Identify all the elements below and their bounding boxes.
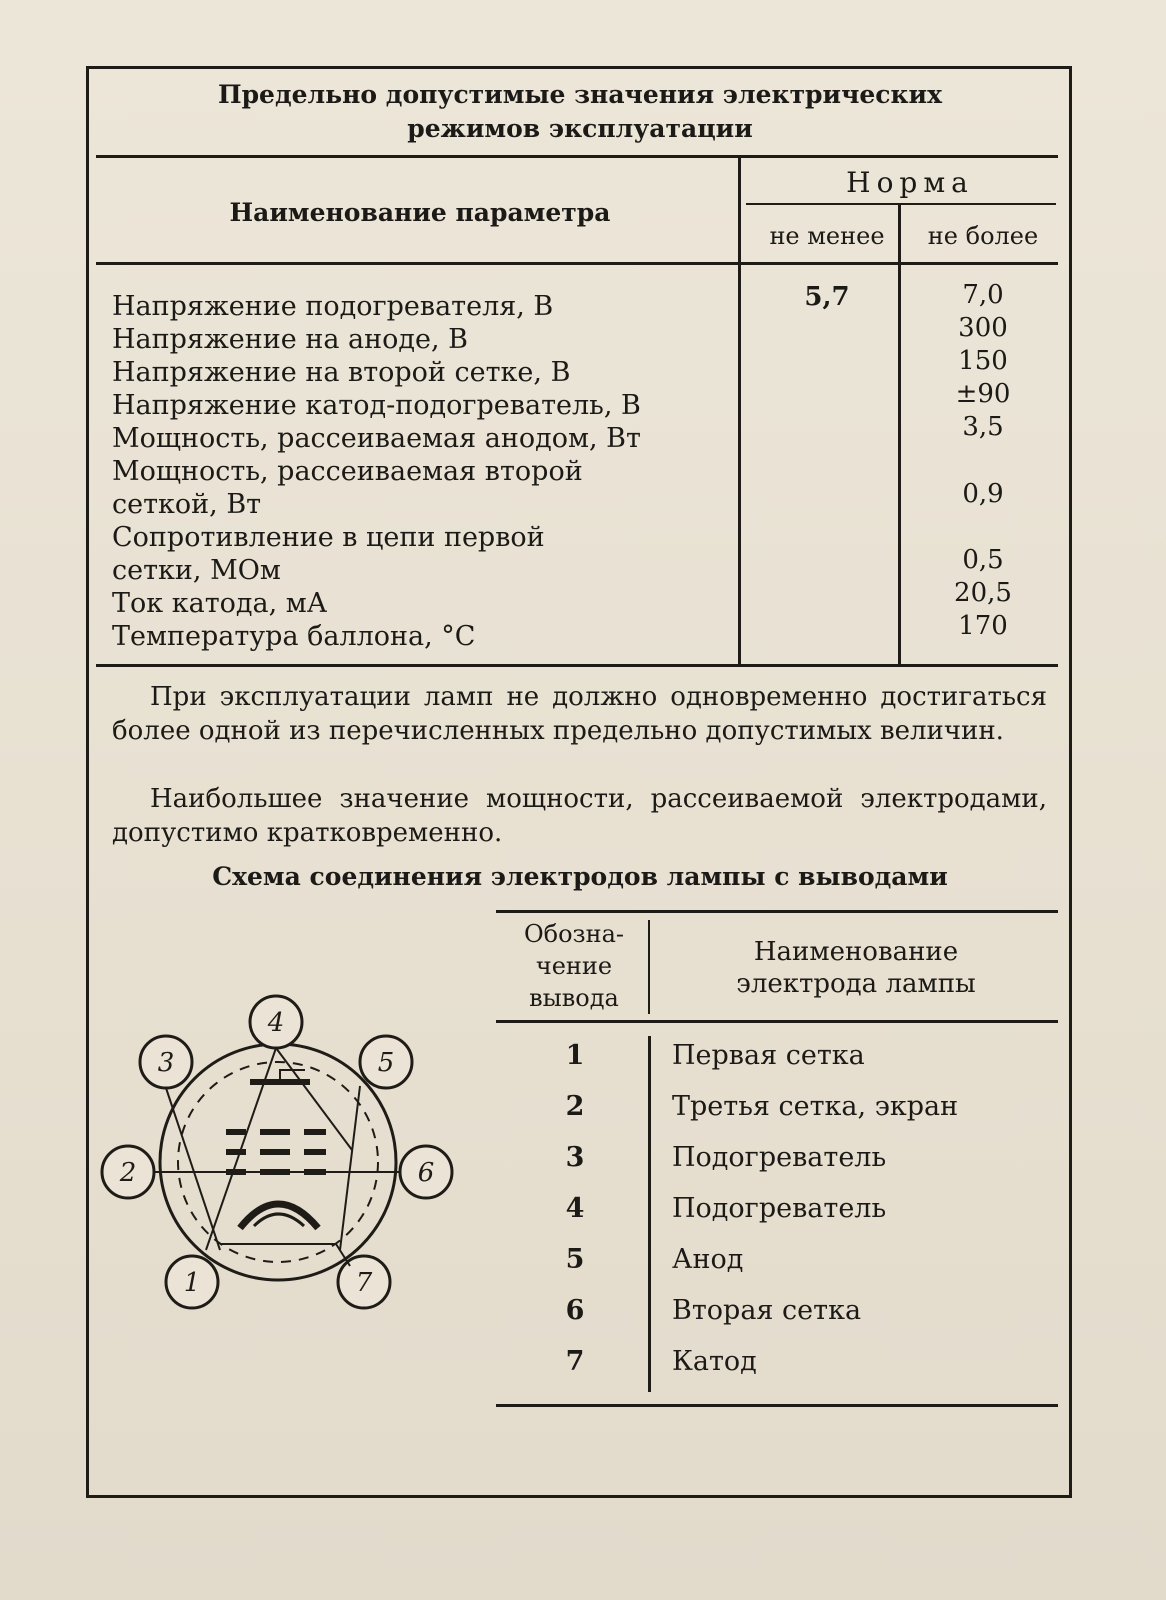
heater-arc bbox=[254, 1214, 304, 1226]
diagram-pin-label-5: 5 bbox=[377, 1048, 395, 1078]
pin-table-top bbox=[496, 910, 1058, 913]
scheme-title: Схема соединения электродов лампы с выводами bbox=[212, 862, 948, 891]
pin-number: 7 bbox=[565, 1346, 585, 1377]
pin-number: 2 bbox=[565, 1091, 585, 1122]
pin-table-header-electrode: Наименование электрода лампы bbox=[736, 937, 976, 999]
note-paragraph-1: При эксплуатации ламп не должно одновременно достигаться более одной из перечисленных предельно допустимых величин. bbox=[112, 682, 1047, 746]
page-title bbox=[100, 78, 1060, 146]
param-name: Сопротивление в цепи первой сетки, МОм bbox=[112, 522, 545, 586]
param-list bbox=[112, 290, 742, 653]
param-name: Мощность, рассеиваемая анодом, Вт bbox=[112, 423, 641, 454]
norma-divider bbox=[746, 203, 1056, 205]
pin-number: 5 bbox=[565, 1244, 585, 1275]
param-name: Температура баллона, °C bbox=[112, 621, 476, 652]
pin-table-header-designation: Обозна- чение вывода bbox=[523, 920, 625, 1012]
cathode-arc bbox=[240, 1204, 318, 1228]
param-max-value: 20,5 bbox=[954, 578, 1012, 608]
title-divider bbox=[96, 155, 1058, 158]
param-max-value: 0,9 bbox=[962, 479, 1004, 509]
param-name: Напряжение на аноде, В bbox=[112, 324, 468, 355]
pin-electrode-name: Анод bbox=[672, 1244, 744, 1275]
param-name: Мощность, рассеиваемая второй сеткой, Вт bbox=[112, 456, 583, 520]
param-max-value: ±90 bbox=[955, 379, 1011, 409]
header-max: не более bbox=[927, 222, 1039, 250]
param-max-value: 300 bbox=[958, 313, 1008, 343]
param-name: Напряжение подогревателя, В bbox=[112, 291, 554, 322]
pin-electrode-name: Подогреватель bbox=[672, 1142, 887, 1173]
pin-electrode-name: Подогреватель bbox=[672, 1193, 887, 1224]
tube-inner-circle bbox=[178, 1062, 378, 1262]
pin-electrode-name: Первая сетка bbox=[672, 1040, 865, 1071]
header-param-name: Наименование параметра bbox=[229, 198, 611, 227]
pin-electrode-name: Вторая сетка bbox=[672, 1295, 862, 1326]
diagram-pin-label-7: 7 bbox=[355, 1268, 373, 1298]
param-max-value: 0,5 bbox=[962, 545, 1004, 575]
param-max-value: 7,0 bbox=[962, 280, 1004, 310]
pin-electrode-name: Катод bbox=[672, 1346, 757, 1377]
pin-table-header-divider bbox=[496, 1020, 1058, 1023]
tube-pinout-diagram bbox=[100, 980, 460, 1320]
diagram-pin-label-3: 3 bbox=[157, 1048, 175, 1078]
pin-electrode-name: Третья сетка, экран bbox=[672, 1091, 959, 1122]
lead-3 bbox=[166, 1088, 220, 1250]
param-min-value: 5,7 bbox=[804, 282, 850, 312]
title-line-1: Предельно допустимые значения электрических bbox=[217, 80, 943, 109]
param-name: Напряжение катод-подогреватель, В bbox=[112, 390, 641, 421]
table-bottom-divider bbox=[96, 664, 1058, 667]
header-min: не менее bbox=[769, 222, 885, 250]
diagram-pin-label-6: 6 bbox=[417, 1158, 435, 1188]
param-max-value: 170 bbox=[958, 611, 1008, 641]
diagram-pin-label-1: 1 bbox=[183, 1268, 201, 1298]
diagram-pin-label-2: 2 bbox=[119, 1158, 137, 1188]
lead-5 bbox=[340, 1086, 360, 1250]
pin-number: 3 bbox=[565, 1142, 585, 1173]
header-divider bbox=[96, 262, 1058, 265]
pin-table-bottom bbox=[496, 1404, 1058, 1407]
diagram-pin-label-4: 4 bbox=[267, 1008, 285, 1038]
param-max-value: 3,5 bbox=[962, 412, 1004, 442]
pin-number: 1 bbox=[565, 1040, 585, 1071]
header-norma: Норма bbox=[846, 166, 974, 199]
note-paragraph-2: Наибольшее значение мощности, рассеиваемой электродами, допустимо кратковременно. bbox=[112, 784, 1047, 848]
col-divider-2 bbox=[898, 204, 901, 664]
pin-number: 4 bbox=[565, 1193, 585, 1224]
param-name: Ток катода, мА bbox=[112, 588, 328, 619]
param-name: Напряжение на второй сетке, В bbox=[112, 357, 571, 388]
title-line-2: режимов эксплуатации bbox=[407, 114, 753, 143]
param-max-value: 150 bbox=[958, 346, 1008, 376]
pin-number: 6 bbox=[565, 1295, 585, 1326]
